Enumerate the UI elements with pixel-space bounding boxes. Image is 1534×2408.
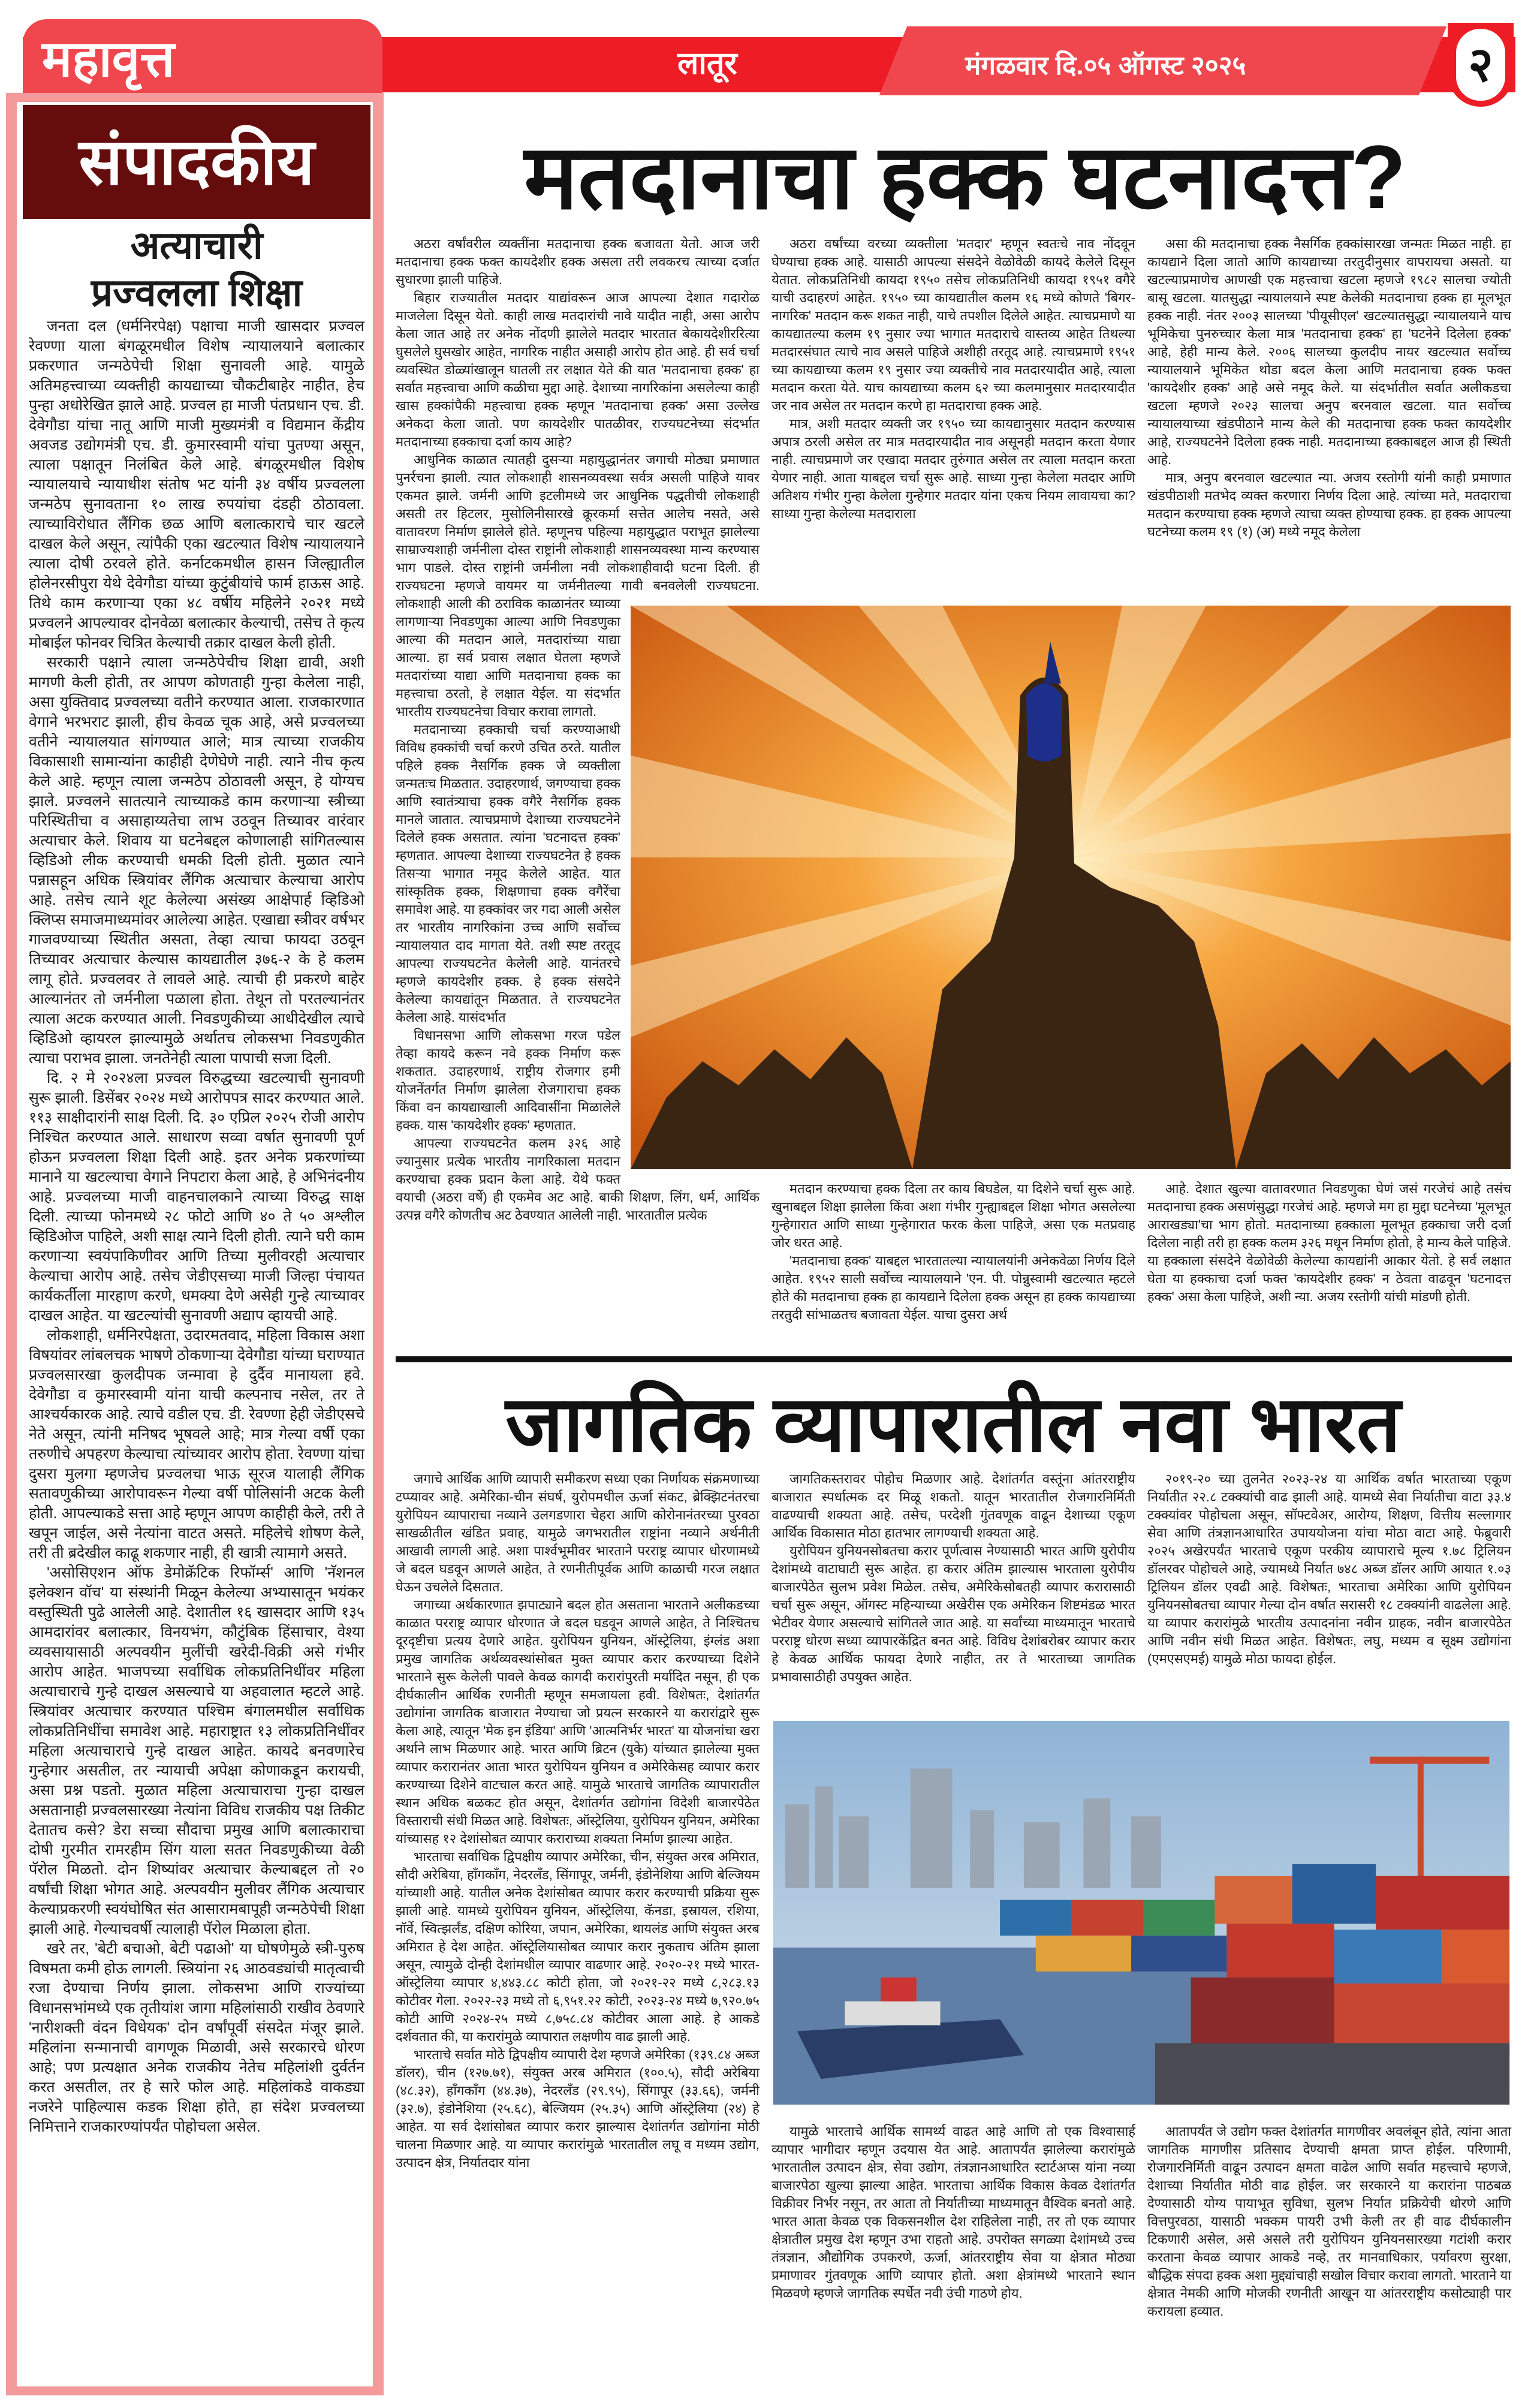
page-number: २ bbox=[1456, 29, 1505, 101]
paragraph: आहे. देशात खुल्या वातावरणात निवडणुका घेणं जसं गरजेचं आहे तसंच मतदानाचा हक्क असणंसुद्धा गरजेचं आहे. म्हणजे मग हा मुद्दा घटनेच्या 'मूलभूत आराखड्या'चा भाग होतो. मतदानाच्या हक्काला मूलभूत हक्काचा जरी दर्जा दिलेला नाही तरी हा हक्क कलम ३२६ मधून निर्माण होतो, हे मान्य केले पाहिजे. या हक्काला संसदेने वेळोवेळी केलेल्या कायद्यांनी आकार येतो. हे सर्व लक्षात घेता या हक्काचा दर्जा फक्त 'कायदेशीर हक्क' न ठेवता वाढवून 'घटनादत्त हक्क' असा केला पाहिजे, अशी न्या. अजय रस्तोगी यांची मांडणी होती. bbox=[1147, 1181, 1511, 1304]
editorial-title-line1: अत्याचारी bbox=[130, 224, 263, 267]
page-number-badge bbox=[1448, 23, 1514, 107]
editorial-title-line2: प्रज्वलला शिक्षा bbox=[91, 271, 303, 314]
article1-column-2-bottom bbox=[771, 1180, 1135, 1324]
paragraph: मतदानाच्या हक्काची चर्चा करण्याआधी विविध हक्कांची चर्चा करणे उचित ठरते. यातील पहिले हक्क नैसर्गिक हक्क जे व्यक्तीला जन्मतःच मिळतात. उदाहरणार्थ, जगण्याचा हक्क आणि स्वातंत्र्याचा हक्क वगैरे नैसर्गिक हक्क मानले जातात. त्याचप्रमाणे देशाच्या राज्यघटनेने दिलेले हक्क असतात. त्यांना 'घटनादत्त हक्क' म्हणतात. आपल्या देशाच्या राज्यघटनेत हे हक्क तिसऱ्या भागात नमूद केलेले आहेत. यात सांस्कृतिक हक्क, शिक्षणाचा हक्क वगैरेंचा समावेश आहे. या हक्कांवर जर गदा आली असेल तर भारतीय नागरिकांना उच्च आणि सर्वोच्च न्यायालयात दाद मागता येते. तशी स्पष्ट तरतूद आपल्या राज्यघटनेत केलेली आहे. यानंतरचे म्हणजे कायदेशीर हक्क. हे हक्क संसदेने केलेल्या कायद्यांतून मिळतात. ते राज्यघटनेत केलेला आहे. यासंदर्भात bbox=[396, 722, 620, 1025]
editorial-section-label: संपादकीय bbox=[23, 105, 370, 219]
paragraph: मतदान करण्याचा हक्क दिला तर काय बिघडेल, या दिशेने चर्चा सुरू आहे. खुनाबद्दल शिक्षा झालेला किंवा अशा गंभीर गुन्ह्याबद्दल शिक्षा भोगत असलेल्या गुन्हेगारात आणि साध्या गुन्हेगारात फरक केला पाहिजे, असा एक मतप्रवाह जोर धरत आहे. bbox=[771, 1181, 1135, 1250]
masthead-logo: महावृत्त bbox=[42, 31, 175, 87]
paragraph: 'मतदानाचा हक्क' याबद्दल भारतातल्या न्यायालयांनी अनेकवेळा निर्णय दिले आहेत. १९५२ साली सर्वोच्च न्यायालयाने 'एन. पी. पोन्नुस्वामी खटल्यात म्हटले होते की मतदानाचा हक्क हा कायद्याने दिलेला हक्क असून हा हक्क कायद्याच्या तरतुदी सांभाळतच बजावता येईल. याचा दुसरा अर्थ bbox=[771, 1253, 1135, 1322]
paragraph: आधुनिक काळात त्यातही दुसऱ्या महायुद्धानंतर जगाची मोठ्या प्रमाणात पुनर्रचना झाली. त्यात लोकशाही शासनव्यवस्था सर्वत्र असली पाहिजे यावर एकमत झाले. जर्मनी आणि इटलीमध्ये जर आधुनिक पद्धतीची लोकशाही असती तर हिटलर, मुसोलिनीसारखे क्रूरकर्मा सत्तेत आलेच नसते, असे वातावरण निर्माण झालेले होते. म्हणूनच पहिल्या महायुद्धात पराभूत झालेल्या साम्राज्यशाही जर्मनीला दोस्त राष्ट्रांनी लोकशाही शासनव्यवस्था मान्य करण्यास भाग पाडले. दोस्त राष्ट्रांनी जर्मनीला नवी लोकशाहीवादी घटना दिली. ही राज्यघटना म्हणजे वायमर या जर्मनीतल्या गावी बनवलेली राज्यघटना. लोकशाही आली की ठराविक काळानंतर घ्याव्या लागणाऱ्या निवडणुका आल्या आणि निवडणुका आल्या की मतदान आले, मतदारांच्या याद्या आल्या. हा सर्व प्रवास लक्षात घेतला म्हणजे मतदारांच्या याद्या आणि मतदानाचा हक्क का महत्त्वाचा ठरतो, हे लक्षात येईल. या संदर्भात भारतीय राज्यघटनेचा विचार करावा लागतो. bbox=[396, 452, 760, 719]
paragraph: भारताचे सर्वात मोठे द्विपक्षीय व्यापारी देश म्हणजे अमेरिका (१३९.८४ अब्ज डॉलर), चीन (१२७.७१), संयुक्त अरब अमिरात (१००.५), सौदी अरेबिया (४८.३२), हाँगकाँग (४४.३७), नेदरलँड (२९.९५), सिंगापूर (३३.६६), जर्मनी (३२.७), इंडोनेशिया (२५.६८), बेल्जियम (२५.३५) आणि ऑस्ट्रेलिया (२४) हे आहेत. या सर्व देशांसोबत व्यापार करार झाल्यास देशांतर्गत उद्योगांना मोठी चालना मिळणार आहे. या व्यापार करारांमुळे भारतातील लघू व मध्यम उद्योग, उत्पादन क्षेत्र, निर्यातदार यांना bbox=[396, 2047, 760, 2170]
paragraph: दि. २ मे २०२४ला प्रज्वल विरुद्धच्या खटल्याची सुनावणी सुरू झाली. डिसेंबर २०२४ मध्ये आरोपपत्र सादर करण्यात आले. ११३ साक्षीदारांनी साक्ष दिली. दि. ३० एप्रिल २०२५ रोजी आरोप निश्चित करण्यात आले. साधारण सव्वा वर्षात सुनावणी पूर्ण होऊन प्रज्वलला शिक्षा दिली आहे. इतर अनेक प्रकरणांच्या मानाने या खटल्याचा वेगाने निपटारा केला आहे, हे अभिनंदनीय आहे. प्रज्वलच्या माजी वाहनचालकाने त्याच्या विरुद्ध साक्ष दिली. त्याच्या फोनमध्ये २८ फोटो आणि ४० ते ५० अश्लील व्हिडिओज पाहिले, अशी साक्ष त्याने दिली होती. त्याने घरी काम करणाऱ्या स्वयंपाकिणीवर आणि तिच्या मुलीवरही अत्याचार केल्याचा आरोप आहे. तसेच जेडीएसच्या माजी जिल्हा पंचायत कार्यकर्तीला मारहाण करणे, धमक्या देणे असेही गुन्हे त्याच्यावर दाखल आहेत. या खटल्यांची सुनावणी अद्याप व्हायची आहे. bbox=[29, 1070, 364, 1324]
editorial-body bbox=[29, 317, 364, 2137]
paragraph: सरकारी पक्षाने त्याला जन्मठेपेचीच शिक्षा द्यावी, अशी मागणी केली होती, तर आपण कोणताही गुन्हा केलेला नाही, असा युक्तिवाद प्रज्वलच्या वतीने करण्यात आला. राजकारणात वेगाने भरभराट झाली, हीच केवळ चूक आहे, असे प्रज्वलच्या वतीने न्यायालयात सांगण्यात आले; मात्र त्याच्या राजकीय विकासाशी सामान्यांना काहीही देणेघेणे नाही. त्याने नीच कृत्य केले आहे. म्हणून त्याला जन्मठेप ठोठावली असून, हे योग्यच झाले. प्रज्वलने सातत्याने त्याच्याकडे काम करणाऱ्या स्त्रीच्या परिस्थितीचा व असाहाय्यतेचा लाभ उठवून तिच्यावर वारंवार अत्याचार केले. शिवाय या घटनेबद्दल कोणालाही सांगितल्यास व्हिडिओ लीक करण्याची धमकी दिली होती. मुळात त्याने पन्नासहून अधिक स्त्रियांवर लैंगिक अत्याचार केल्याचा आरोप आहे. तसेच त्याने शूट केलेल्या असंख्य आक्षेपार्ह व्हिडिओ क्लिप्स समाजमाध्यमांवर आलेल्या आहेत. एखाद्या स्त्रीवर वर्षभर गाजवण्याच्या स्थितीत असता, तेव्हा त्याचा फायदा उठवून तिच्यावर अत्याचार केल्यास कायद्यातील ३७६-२ के हे कलम लागू होते. प्रज्वलवर ते लावले आहे. त्याची ही प्रकरणे बाहेर आल्यानंतर तो जर्मनीला पळाला होता. तेथून तो परतल्यानंतर त्याला अटक करण्यात आली. निवडणुकीच्या आधीदेखील त्याचे व्हिडिओ व्हायरल झाल्यामुळे अर्थातच लोकसभा निवडणुकीत त्याचा पराभव झाला. जनतेनेही त्याला पापाची सजा दिली. bbox=[29, 654, 364, 1067]
paragraph: यामुळे भारताचे आर्थिक सामर्थ्य वाढत आहे आणि तो एक विश्वासार्ह व्यापार भागीदार म्हणून उदयास येत आहे. आतापर्यंत झालेल्या करारांमुळे भारतातील उत्पादन क्षेत्र, सेवा उद्योग, तंत्रज्ञानआधारित स्टार्टअप्स यांना नव्या बाजारपेठा खुल्या झाल्या आहेत. भारताचा आर्थिक विकास केवळ देशांतर्गत विक्रीवर निर्भर नसून, तर आता तो निर्यातीच्या माध्यमातून वैश्विक बनतो आहे. भारत आता केवळ एक विकसनशील देश राहिलेला नाही, तर तो एक व्यापार क्षेत्रातील प्रमुख देश म्हणून उभा राहतो आहे. उपरोक्त सगळ्या देशांमध्ये उच्च तंत्रज्ञान, औद्योगिक उपकरणे, ऊर्जा, आंतरराष्ट्रीय सेवा या क्षेत्रात मोठ्या प्रमाणावर गुंतवणूक आणि व्यापार होतो. अशा क्षेत्रांमध्ये भारताने स्थान मिळवणे म्हणजे जागतिक स्पर्धेत नवी उंची गाठणे होय. bbox=[771, 2124, 1135, 2301]
paragraph: जनता दल (धर्मनिरपेक्ष) पक्षाचा माजी खासदार प्रज्वल रेवण्णा याला बंगळूरमधील विशेष न्यायालयाने बलात्कार प्रकरणात जन्मठेपेची शिक्षा सुनावली आहे. यामुळे अतिमहत्त्वाच्या व्यक्तीही कायद्याच्या चौकटीबाहेर नाहीत, हेच पुन्हा अधोरेखित झाले आहे. प्रज्वल हा माजी पंतप्रधान एच. डी. देवेगौडा यांचा नातू आणि माजी मुख्यमंत्री व विद्यमान केंद्रीय अवजड उद्योगमंत्री एच. डी. कुमारस्वामी यांचा पुतण्या असून, त्याला पक्षातून निलंबित केले आहे. बंगळूरमधील विशेष न्यायालयाचे न्यायाधीश संतोष भट यांनी ३४ वर्षीय प्रज्वलला जन्मठेप सुनावताना १० लाख रुपयांचा दंडही ठोठावला. त्याच्याविरोधात लैंगिक छळ आणि बलात्काराचे चार खटले दाखल केले असून, त्यांपैकी एका खटल्यात विशेष न्यायालयाने त्याला दोषी ठरवले होते. कर्नाटकमधील हासन जिल्ह्यातील होलेनरसीपुरा येथे देवेगौडा यांच्या कुटुंबीयांचे फार्म हाऊस आहे. तिथे काम करणाऱ्या एका ४८ वर्षीय महिलेने २०२१ मध्ये प्रज्वलने आपल्यावर दोनवेळा बलात्कार केल्याची, तसेच ते कृत्य मोबाईल फोनवर चित्रित केल्याची तक्रार दाखल केली होती. bbox=[29, 318, 364, 651]
paragraph: असा की मतदानाचा हक्क नैसर्गिक हक्कांसारखा जन्मतः मिळत नाही. हा कायद्याने दिला जातो आणि कायद्याच्या तरतुदीनुसार वापरायचा असतो. या खटल्याप्रमाणेच आणखी एक महत्त्वाचा खटला म्हणजे १९८२ सालचा ज्योती बासू खटला. यातसुद्धा न्यायालयाने स्पष्ट केलेकी मतदानाचा हक्क हा मूलभूत हक्क नाही. नंतर २००३ सालच्या 'पीयूसीएल' खटल्यातसुद्धा न्यायालयाने याच भूमिकेचा पुनरुच्चार केला मात्र 'मतदानाचा हक्क' हा 'घटनेने दिलेला हक्क' आहे, हेही मान्य केले. २००६ सालच्या कुलदीप नायर खटल्यात सर्वोच्च न्यायालयाने भूमिकेत थोडा बदल केला आणि मतदानाचा हक्क फक्त 'कायदेशीर हक्क' आहे असे नमूद केले. या संदर्भातील सर्वात अलीकडचा खटला म्हणजे २०२३ सालचा अनुप बरनवाल खटला. यात सर्वोच्च न्यायालयाच्या खंडपीठाने मान्य केले की मतदानाचा हक्क फक्त कायदेशीर आहे, राज्यघटनेने दिलेला हक्क नाही. मतदानाच्या हक्काबद्दल आज ही स्थिती आहे. bbox=[1147, 236, 1511, 467]
paragraph: मात्र, अनुप बरनवाल खटल्यात न्या. अजय रस्तोगी यांनी काही प्रमाणात खंडपीठाशी मतभेद व्यक्त करणारा निर्णय दिला आहे. त्यांच्या मते, मतदाराचा मतदान करण्याचा हक्क म्हणजे त्याचा व्यक्त होण्याचा हक्क. हा हक्क आपल्या घटनेच्या कलम १९ (१) (अ) मध्ये नमूद केलेला bbox=[1147, 470, 1511, 539]
paragraph: जागतिकस्तरावर पोहोच मिळणार आहे. देशांतर्गत वस्तूंना आंतरराष्ट्रीय बाजारात स्पर्धात्मक दर मिळू शकतो. यातून भारतातील रोजगारनिर्मिती वाढण्याची शक्यता आहे. तसेच, परदेशी गुंतवणूक वाढून देशाच्या एकूण आर्थिक विकासात मोठा हातभार लागण्याची शक्यता आहे. bbox=[771, 1471, 1135, 1540]
voting-finger-illustration bbox=[631, 606, 1511, 1169]
paragraph: लोकशाही, धर्मनिरपेक्षता, उदारमतवाद, महिला विकास अशा विषयांवर लांबलचक भाषणे ठोकणाऱ्या देवेगौडा यांच्या घराण्यात प्रज्वलसारखा कुलदीपक जन्मावा हे दुर्दैव मानायला हवे. देवेगौडा व कुमारस्वामी यांना याची कल्पनाच नसेल, तर ते आश्चर्यकारक आहे. त्याचे वडील एच. डी. रेवण्णा हेही जेडीएसचे नेते असून, त्यांनी मनिषद भूषवले आहे; मात्र गेल्या वर्षी एका तरुणीचे अपहरण केल्याचा त्यांच्यावर आरोप होता. रेवण्णा यांचा दुसरा मुलगा म्हणजेच प्रज्वलचा भाऊ सूरज यालाही लैंगिक सतावणुकीच्या आरोपावरून गेल्या वर्षी पोलिसांनी अटक केली होती. आपल्याकडे सत्ता आहे म्हणून आपण काहीही केले, तरी ते खपून जाईल, असे नेत्यांना वाटत असते. महिलेचे शोषण केले, तरी ती ब्रदेखील काढू शकणार नाही, ही खात्री त्यामागे असते. bbox=[29, 1327, 364, 1561]
article2-column-2-top bbox=[771, 1470, 1135, 1686]
article1-column-3-bottom bbox=[1147, 1180, 1511, 1306]
edition-city: लातूर bbox=[677, 46, 737, 81]
section-divider bbox=[396, 1356, 1512, 1362]
paragraph: मात्र, अशी मतदार व्यक्ती जर १९५० च्या कायद्यानुसार मतदान करण्यास अपात्र ठरली असेल तर मात्र मतदारयादीत नाव असूनही मतदान करता येणार नाही. त्याचप्रमाणे जर एखादा मतदार तुरुंगात असेल तर त्याला मतदान करता येणार नाही. आता याबद्दल चर्चा सुरू आहे. साध्या गुन्हा केलेला मतदार आणि अतिशय गंभीर गुन्हा केलेला गुन्हेगार मतदार यांना एकच नियम लावायचा का? साध्या गुन्हा केलेल्या मतदाराला bbox=[771, 416, 1135, 521]
paragraph: जगाचे आर्थिक आणि व्यापारी समीकरण सध्या एका निर्णायक संक्रमणाच्या टप्प्यावर आहे. अमेरिका-चीन संघर्ष, युरोपमधील ऊर्जा संकट, ब्रेक्झिटनंतरचा युरोपियन व्यापाराचा नव्याने उलगडणारा चेहरा आणि कोरोनानंतरच्या पुरवठा साखळीतील खंडित प्रवाह, यामुळे जगभरातील राष्ट्रांना नव्याने अर्थनीती आखावी लागली आहे. अशा पार्श्वभूमीवर भारताने परराष्ट्र व्यापार धोरणामध्ये जे बदल घडवून आणले आहेत, ते रणनीतीपूर्वक आणि काळाची गरज लक्षात घेऊन उचलेले दिसतात. bbox=[396, 1471, 760, 1594]
article2-column-2-bottom bbox=[771, 2123, 1135, 2302]
paragraph: आपल्या राज्यघटनेत कलम ३२६ आहे ज्यानुसार प्रत्येक भारतीय नागरिकाला मतदान करण्याचा हक्क प्रदान केला आहे. येथे फक्त वयाची (अठरा वर्षे) ही एकमेव अट आहे. बाकी शिक्षण, लिंग, धर्म, आर्थिक उत्पन्न वगैरे कोणतीच अट ठेवण्यात आलेली नाही. भारतातील प्रत्येक bbox=[396, 1136, 760, 1223]
paragraph: खरे तर, 'बेटी बचाओ, बेटी पढाओ' या घोषणेमुळे स्त्री-पुरुष विषमता कमी होऊ लागली. स्त्रियांना २६ आठवड्यांची मातृत्वाची रजा देण्याचा निर्णय झाला. लोकसभा आणि राज्यांच्या विधानसभांमध्ये एक तृतीयांश जागा महिलांसाठी राखीव ठेवणारे 'नारीशक्ती वंदन विधेयक' दोन वर्षांपूर्वी संसदेत मंजूर झाले. महिलांना सन्मानाची वागणूक मिळावी, असे सरकारचे धोरण आहे; पण प्रत्यक्षात अनेक राजकीय नेतेच महिलांशी दुर्वर्तन करत असतील, तर हे सारे फोल आहे. महिलांकडे वाकड्या नजरेने पाहिल्यास कडक शिक्षा होते, हा संदेश प्रज्वलच्या निमित्ताने राजकारण्यांपर्यंत पोहोचला असेल. bbox=[29, 1940, 364, 2135]
paragraph: युरोपियन युनियनसोबतचा करार पूर्णत्वास नेण्यासाठी भारत आणि युरोपीय देशांमध्ये वाटाघाटी सुरू आहेत. हा करार अंतिम झाल्यास भारताला युरोपीय बाजारपेठेत सुलभ प्रवेश मिळेल. तसेच, अमेरिकेसोबतही व्यापार करारासाठी चर्चा सुरू असून, ऑगस्ट महिन्याच्या अखेरीस एक अमेरिकन शिष्टमंडळ भारत भेटीवर येणार असल्याचे सांगितले जात आहे. या सर्वांच्या माध्यमातून भारताचे परराष्ट्र धोरण सध्या व्यापारकेंद्रित बनत आहे. विविध देशांबरोबर व्यापार करार हे केवळ आर्थिक फायदा देणारे नाहीत, तर ते भारताच्या जागतिक प्रभावासाठीही उपयुक्त आहेत. bbox=[771, 1543, 1135, 1684]
paragraph: आतापर्यंत जे उद्योग फक्त देशांतर्गत मागणीवर अवलंबून होते, त्यांना आता जागतिक मागणीस प्रतिसाद देण्याची क्षमता प्राप्त होईल. परिणामी, रोजगारनिर्मिती वाढून उत्पादन क्षमता वाढेल आणि सर्वात महत्त्वाचे म्हणजे, देशाच्या निर्यातीत मोठी वाढ होईल. जर सरकारने या करारांना पाठबळ देण्यासाठी योग्य पायाभूत सुविधा, सुलभ निर्यात प्रक्रियेची धोरणे आणि वित्तपुरवठा, यासाठी भक्कम पायरी उभी केली तर ही वाढ दीर्घकालीन टिकणारी असेल, असे असले तरी युरोपियन युनियनसारख्या गटांशी करार करताना केवळ व्यापार आकडे नव्हे, तर मानवाधिकार, पर्यावरण सुरक्षा, बौद्धिक संपदा हक्क अशा मुद्द्यांचाही सखोल विचार करावा लागतो. भारताने या क्षेत्रात नेमकी आणि मोजकी रणनीती आखून या आंतरराष्ट्रीय कसोट्याही पार करायला हव्यात. bbox=[1147, 2124, 1511, 2319]
paragraph: बिहार राज्यातील मतदार याद्यांवरून आज आपल्या देशात गदारोळ माजलेला दिसून येतो. काही लाख मतदारांची नावे यादीत नाही, असा आरोप केला जात आहे तर अनेक नोंदणी झालेले मतदार भारतात बेकायदेशीररित्या घुसलेले घुसखोर आहेत, नागरिक नाहीत असाही आरोप होत आहे. ही सर्व चर्चा व्यवस्थित डोळ्यांखालून घातली तर लक्षात येते की यात 'मतदानाचा हक्क' हा सर्वात महत्त्वाचा आणि कळीचा मुद्दा आहे. देशाच्या नागरिकांना असलेल्या काही खास हक्कांपैकी महत्त्वाचा हक्क म्हणून 'मतदानाचा हक्क' असा उल्लेख अनेकदा केला जातो. पण कायदेशीर पातळीवर, राज्यघटनेच्या संदर्भात मतदानाच्या हक्काचा दर्जा काय आहे? bbox=[396, 290, 760, 449]
paragraph: अठरा वर्षांवरील व्यक्तींना मतदानाचा हक्क बजावता येतो. आज जरी मतदानाचा हक्क फक्त कायदेशीर हक्क असला तरी लवकरच त्याच्या दर्जात सुधारणा झाली पाहिजे. bbox=[396, 236, 760, 287]
article2-column-1 bbox=[396, 1470, 760, 2172]
article1-column-2-top bbox=[771, 235, 1135, 523]
paragraph: जगाच्या अर्थकारणात झपाट्याने बदल होत असताना भारताने अलीकडच्या काळात परराष्ट्र व्यापार धोरणात जे बदल घडवून आणले आहेत, ते निश्चितच दूरदृष्टीचा प्रत्यय देणारे आहेत. युरोपियन युनियन, ऑस्ट्रेलिया, इंग्लंड अशा प्रमुख जागतिक अर्थव्यवस्थांसोबत मुक्त व्यापार करार करण्याच्या दिशेने भारताने सुरू केलेली पावले केवळ कागदी करारांपुरती मर्यादित नसून, ही एक दीर्घकालीन आर्थिक रणनीती म्हणून समजायला हवी. विशेषतः, देशांतर्गत उद्योगांना जागतिक बाजारात नेण्याचा जो प्रयत्न सरकारने या करारांद्वारे सुरू केला आहे, त्यातून 'मेक इन इंडिया' आणि 'आत्मनिर्भर भारत' या योजनांचा खरा अर्थाने लाभ मिळणार आहे. भारत आणि ब्रिटन (युके) यांच्यात झालेल्या मुक्त व्यापार करारानंतर आता भारत युरोपियन युनियन व अमेरिकेसह व्यापार करार करण्याच्या दिशेने वाटचाल करत आहे. यामुळे भारताचे जागतिक व्यापारातील स्थान अधिक बळकट होत असून, देशांतर्गत उद्योगांना विदेशी बाजारपेठेत विस्ताराची संधी मिळत आहे. विशेषतः, ऑस्ट्रेलिया, युरोपियन युनियन, अमेरिका यांच्यासह १२ देशांसोबत व्यापार कराराच्या शक्यता निर्माण झाल्या आहेत. bbox=[396, 1597, 760, 1846]
paragraph: विधानसभा आणि लोकसभा गरज पडेल तेव्हा कायदे करून नवे हक्क निर्माण करू शकतात. उदाहरणार्थ, राष्ट्रीय रोजगार हमी योजनेंतर्गत निर्माण झालेला रोजगाराचा हक्क किंवा वन कायद्याखाली आदिवासींना मिळालेले हक्क. यास 'कायदेशीर हक्क' म्हणतात. bbox=[396, 1028, 620, 1133]
article2-column-3-bottom bbox=[1147, 2123, 1511, 2320]
article1-column-3-top bbox=[1147, 235, 1511, 541]
paragraph: 'असोसिएशन ऑफ डेमोक्रॅटिक रिफॉर्म्स' आणि 'नॅशनल इलेक्शन वॉच' या संस्थांनी मिळून केलेल्या अभ्यासातून भयंकर वस्तुस्थिती पुढे आलेली आहे. देशातील १६ खासदार आणि १३५ आमदारांवर बलात्कार, विनयभंग, कौटुंबिक हिंसाचार, वेश्या व्यवसायासाठी अल्पवयीन मुलींची खरेदी-विक्री असे गंभीर आरोप आहेत. भाजपच्या सर्वाधिक लोकप्रतिनिधींवर महिला अत्याचाराचे गुन्हे दाखल असल्याचे या अहवालात म्हटले आहे. स्त्रियांवर अत्याचार करण्यात पश्चिम बंगालमधील सर्वाधिक लोकप्रतिनिधींचा समावेश आहे. महाराष्ट्रात १३ लोकप्रतिनिधींवर महिला अत्याचाराचे गुन्हे दाखल आहेत. कायदे बनवणारेच गुन्हेगार असतील, तर न्यायाची अपेक्षा कोणाकडून करायची, असा प्रश्न पडतो. मुळात महिला अत्याचाराचा गुन्हा दाखल असतानाही प्रज्वलसारख्या नेत्यांना विविध राजकीय पक्ष तिकीट देतातच कसे? डेरा सच्चा सौदाचा प्रमुख आणि बलात्काराचा दोषी गुरमीत रामरहीम सिंग याला सतत निवडणुकीच्या वेळी पॅरोल मिळतो. दोन शिष्यांवर अत्याचार केल्याबद्दल तो २० वर्षांची शिक्षा भोगत आहे. अल्पवयीन मुलीवर लैंगिक अत्याचार केल्याप्रकरणी स्वयंघोषित संत आसारामबापूही जन्मठेपेची शिक्षा झाली आहे. गेल्याचवर्षी त्यालाही पॅरोल मिळाला होता. bbox=[29, 1564, 364, 1937]
paragraph: २०१९-२० च्या तुलनेत २०२३-२४ या आर्थिक वर्षात भारताच्या एकूण निर्यातीत २२.८ टक्क्यांची वाढ झाली आहे. यामध्ये सेवा निर्यातीचा वाटा ३३.४ टक्क्यांवर पोहोचला असून, सॉफ्टवेअर, आरोग्य, शिक्षण, वित्तीय सल्लागार सेवा आणि तंत्रज्ञानआधारित उपाययोजना यांचा मोठा वाटा आहे. फेब्रुवारी २०२५ अखेरपर्यंत भारताचे एकूण परकीय व्यापाराचे मूल्य १.७८ ट्रिलियन डॉलरवर पोहोचले आहे, ज्यामध्ये निर्यात ७४८ अब्ज डॉलर आणि आयात १.०३ ट्रिलियन डॉलर एवढी आहे. विशेषतः, भारताचा अमेरिका आणि युरोपियन युनियनसोबतचा व्यापार गेल्या दोन वर्षात सरासरी १८ टक्क्यांनी वाढलेला आहे. या व्यापार करारांमुळे भारतीय उत्पादनांना नवीन ग्राहक, नवीन बाजारपेठेत आणि नवीन संधी मिळत आहेत. विशेषतः, लघु, मध्यम व सूक्ष्म उद्योगांना (एमएसएमई) यामुळे मोठा फायदा होईल. bbox=[1147, 1471, 1511, 1666]
article2-headline: जागतिक व्यापारातील नवा भारत bbox=[505, 1380, 1401, 1468]
paragraph: अठरा वर्षांच्या वरच्या व्यक्तीला 'मतदार' म्हणून स्वतःचे नाव नोंदवून घेण्याचा हक्क आहे. यासाठी आपल्या संसदेने वेळोवेळी कायदे केलेले दिसून येतात. लोकप्रतिनिधी कायदा १९५० तसेच लोकप्रतिनिधी कायदा १९५१ वगैरे याची उदाहरणं आहेत. १९५० च्या कायद्यातील कलम १६ मध्ये कोणते 'बिगर- नागरिक' मतदान करू शकत नाही, याचे तपशील दिलेले आहेत. त्याचप्रमाणे या कायद्यातल्या कलम १९ नुसार ज्या भागात मतदाराचे वास्तव्य आहेत तिथल्या मतदारसंघात त्याचे नाव असले पाहिजे अशीही तरतूद आहे. त्याचप्रमाणे १९५१ च्या कायद्याच्या कलम १९ नुसार ज्या व्यक्तीचे नाव मतदारयादीत आहे, त्याला मतदान करता येते. याच कायद्याच्या कलम ६२ च्या कलमानुसार मतदारयादीत जर नाव असेल तर मतदान करणे हा मतदाराचा हक्क आहे. bbox=[771, 236, 1135, 413]
article2-column-3-top bbox=[1147, 1470, 1511, 1668]
paragraph: भारताचा सर्वाधिक द्विपक्षीय व्यापार अमेरिका, चीन, संयुक्त अरब अमिरात, सौदी अरेबिया, हाँगकाँग, नेदरलँड, सिंगापूर, जर्मनी, इंडोनेशिया आणि बेल्जियम यांच्याशी आहे. यातील अनेक देशांसोबत व्यापार करार करण्याची प्रक्रिया सुरू झाली आहे. यामध्ये युरोपियन युनियन, ऑस्ट्रेलिया, कॅनडा, इस्रायल, रशिया, नॉर्वे, स्वित्झर्लंड, दक्षिण कोरिया, जपान, अमेरिका, थायलंड आणि संयुक्त अरब अमिरात हे देश आहेत. ऑस्ट्रेलियासोबत व्यापार करार नुकताच अंतिम झाला असून, त्यामुळे दोन्ही देशांमधील व्यापार वाढणार आहे. २०२०-२१ मध्ये भारत-ऑस्ट्रेलिया व्यापार ४,४४३.८८ कोटी होता, जो २०२१-२२ मध्ये ८,२८३.१३ कोटीवर गेला. २०२२-२३ मध्ये तो ६,९५१.२२ कोटी, २०२३-२४ मध्ये ७,९२०.७५ कोटी आणि २०२४-२५ मध्ये ८,७५८.८४ कोटीवर आला आहे. हे आकडे दर्शवतात की, या करारांमुळे व्यापारात लक्षणीय वाढ झाली आहे. bbox=[396, 1849, 760, 2044]
article1-headline: मतदानाचा हक्क घटनादत्त? bbox=[524, 127, 1406, 227]
container-port-photo bbox=[771, 1721, 1511, 2105]
issue-date: मंगळवार दि.०५ ऑगस्ट २०२५ bbox=[965, 51, 1246, 80]
